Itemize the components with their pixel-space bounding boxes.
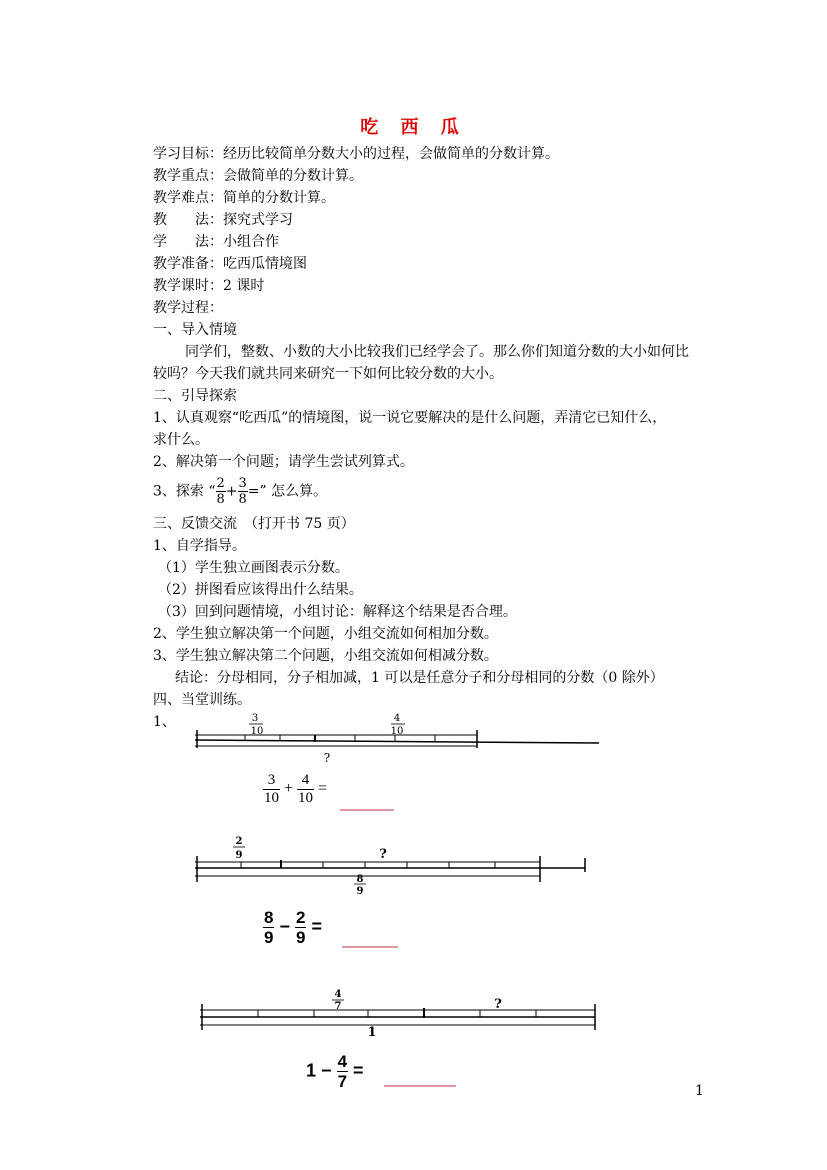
label-4-num: 4 [393, 713, 401, 724]
label-7-den: 7 [334, 1001, 342, 1012]
question-3-prefix: 3、探索 “ [153, 483, 216, 500]
whole-one: 1 [306, 1060, 317, 1081]
section-1-heading: 一、导入情境 [153, 322, 237, 338]
page-number: 1 [695, 1083, 704, 1099]
feedback-1-b: （2）拼图看应该得出什么结果。 [158, 582, 363, 598]
numerator: 3 [263, 772, 280, 790]
document-title: 吃 西 瓜 [360, 117, 467, 138]
question-2: 2、解决第一个问题；请学生尝试列算式。 [153, 454, 414, 470]
teaching-difficulty: 教学难点：简单的分数计算。 [153, 190, 335, 206]
label-8-den: 9 [356, 886, 364, 897]
feedback-1: 1、自学指导。 [153, 538, 246, 554]
exercise-1-answer-blank [340, 808, 396, 812]
conclusion: 结论：分母相同，分子相加减，1 可以是任意分子和分母相同的分数（0 除外） [175, 670, 664, 686]
paragraph-intro-line2: 较吗？今天我们就共同来研究一下如何比较分数的大小。 [153, 366, 503, 382]
denominator: 9 [296, 928, 306, 947]
question-mark: ? [494, 997, 502, 1012]
teaching-process: 教学过程： [153, 300, 223, 316]
numerator: 3 [238, 476, 247, 491]
exercise-3-segment-diagram [200, 988, 600, 1038]
section-2-heading: 二、引导探索 [153, 388, 237, 404]
denominator: 8 [238, 492, 247, 507]
question-1-line1: 1、认真观察“吃西瓜”的情境图，说一说它要解决的是什么问题，弄清它已知什么， [153, 410, 667, 426]
fraction-3-8 [238, 476, 248, 507]
label-8-num: 8 [356, 874, 364, 885]
fraction-3-10 [263, 772, 280, 807]
label-4-num: 4 [334, 989, 342, 1000]
question-3-suffix: ” 怎么算。 [259, 483, 328, 500]
exercise-3-answer-blank [384, 1084, 460, 1088]
section-3-heading: 三、反馈交流 （打开书 75 页） [153, 516, 355, 532]
exercise-1-equation [263, 772, 327, 807]
plus-sign: + [284, 780, 294, 798]
fraction-4-7 [337, 1052, 348, 1091]
paragraph-intro-line1: 同学们，整数、小数的大小比较我们已经学会了。那么你们知道分数的大小如何比 [185, 344, 689, 360]
teaching-method: 教 法：探究式学习 [153, 212, 293, 228]
minus-sign: − [321, 1060, 332, 1081]
fraction-8-9 [263, 908, 274, 947]
question-mark: ? [379, 847, 387, 862]
numerator: 2 [216, 476, 225, 491]
denominator: 8 [216, 492, 225, 507]
whole-label: 1 [367, 1025, 377, 1040]
feedback-2: 2、学生独立解决第一个问题，小组交流如何相加分数。 [153, 626, 498, 642]
equals-sign: = [311, 916, 323, 937]
label-2-num: 2 [235, 836, 243, 847]
question-mark: ? [323, 751, 331, 765]
denominator: 9 [264, 928, 274, 947]
equals-sign: = [318, 780, 328, 798]
label-4-den: 10 [390, 726, 404, 737]
fraction-2-8 [216, 476, 226, 507]
fraction-2-9 [295, 908, 306, 947]
denominator: 10 [264, 790, 279, 806]
teaching-hours: 教学课时：2 课时 [153, 278, 265, 294]
learning-goal: 学习目标：经历比较简单分数大小的过程，会做简单的分数计算。 [153, 146, 559, 162]
exercise-3-equation [306, 1052, 364, 1091]
equals-sign: = [247, 483, 260, 500]
exercise-2-answer-blank [342, 945, 402, 949]
denominator: 10 [298, 790, 314, 806]
teaching-preparation: 教学准备：吃西瓜情境图 [153, 256, 307, 272]
plus-sign: + [225, 483, 238, 500]
feedback-3: 3、学生独立解决第二个问题，小组交流如何相减分数。 [153, 648, 498, 664]
equals-sign: = [353, 1060, 364, 1081]
question-3 [153, 476, 327, 507]
section-4-heading: 四、当堂训练。 [153, 692, 251, 708]
label-3-num: 3 [251, 713, 259, 724]
label-2-den: 9 [235, 850, 243, 861]
exercise-2-equation [263, 908, 322, 947]
numerator: 4 [297, 772, 314, 790]
learning-method: 学 法：小组合作 [153, 234, 279, 250]
denominator: 7 [337, 1072, 348, 1091]
numerator: 2 [296, 908, 306, 927]
numerator: 4 [337, 1052, 348, 1071]
teaching-key-point: 教学重点：会做简单的分数计算。 [153, 168, 363, 184]
label-3-den: 10 [250, 726, 264, 737]
numerator: 8 [264, 908, 274, 927]
feedback-1-c: （3）回到问题情境，小组讨论：解释这个结果是否合理。 [158, 604, 517, 620]
minus-sign: − [279, 916, 290, 937]
exercise-2-segment-diagram [195, 832, 590, 897]
feedback-1-a: （1）学生独立画图表示分数。 [158, 560, 349, 576]
exercise-1-segment-diagram [195, 712, 605, 768]
fraction-4-10 [297, 772, 314, 807]
question-1-line2: 求什么。 [153, 432, 209, 448]
exercise-number: 1、 [153, 714, 176, 730]
